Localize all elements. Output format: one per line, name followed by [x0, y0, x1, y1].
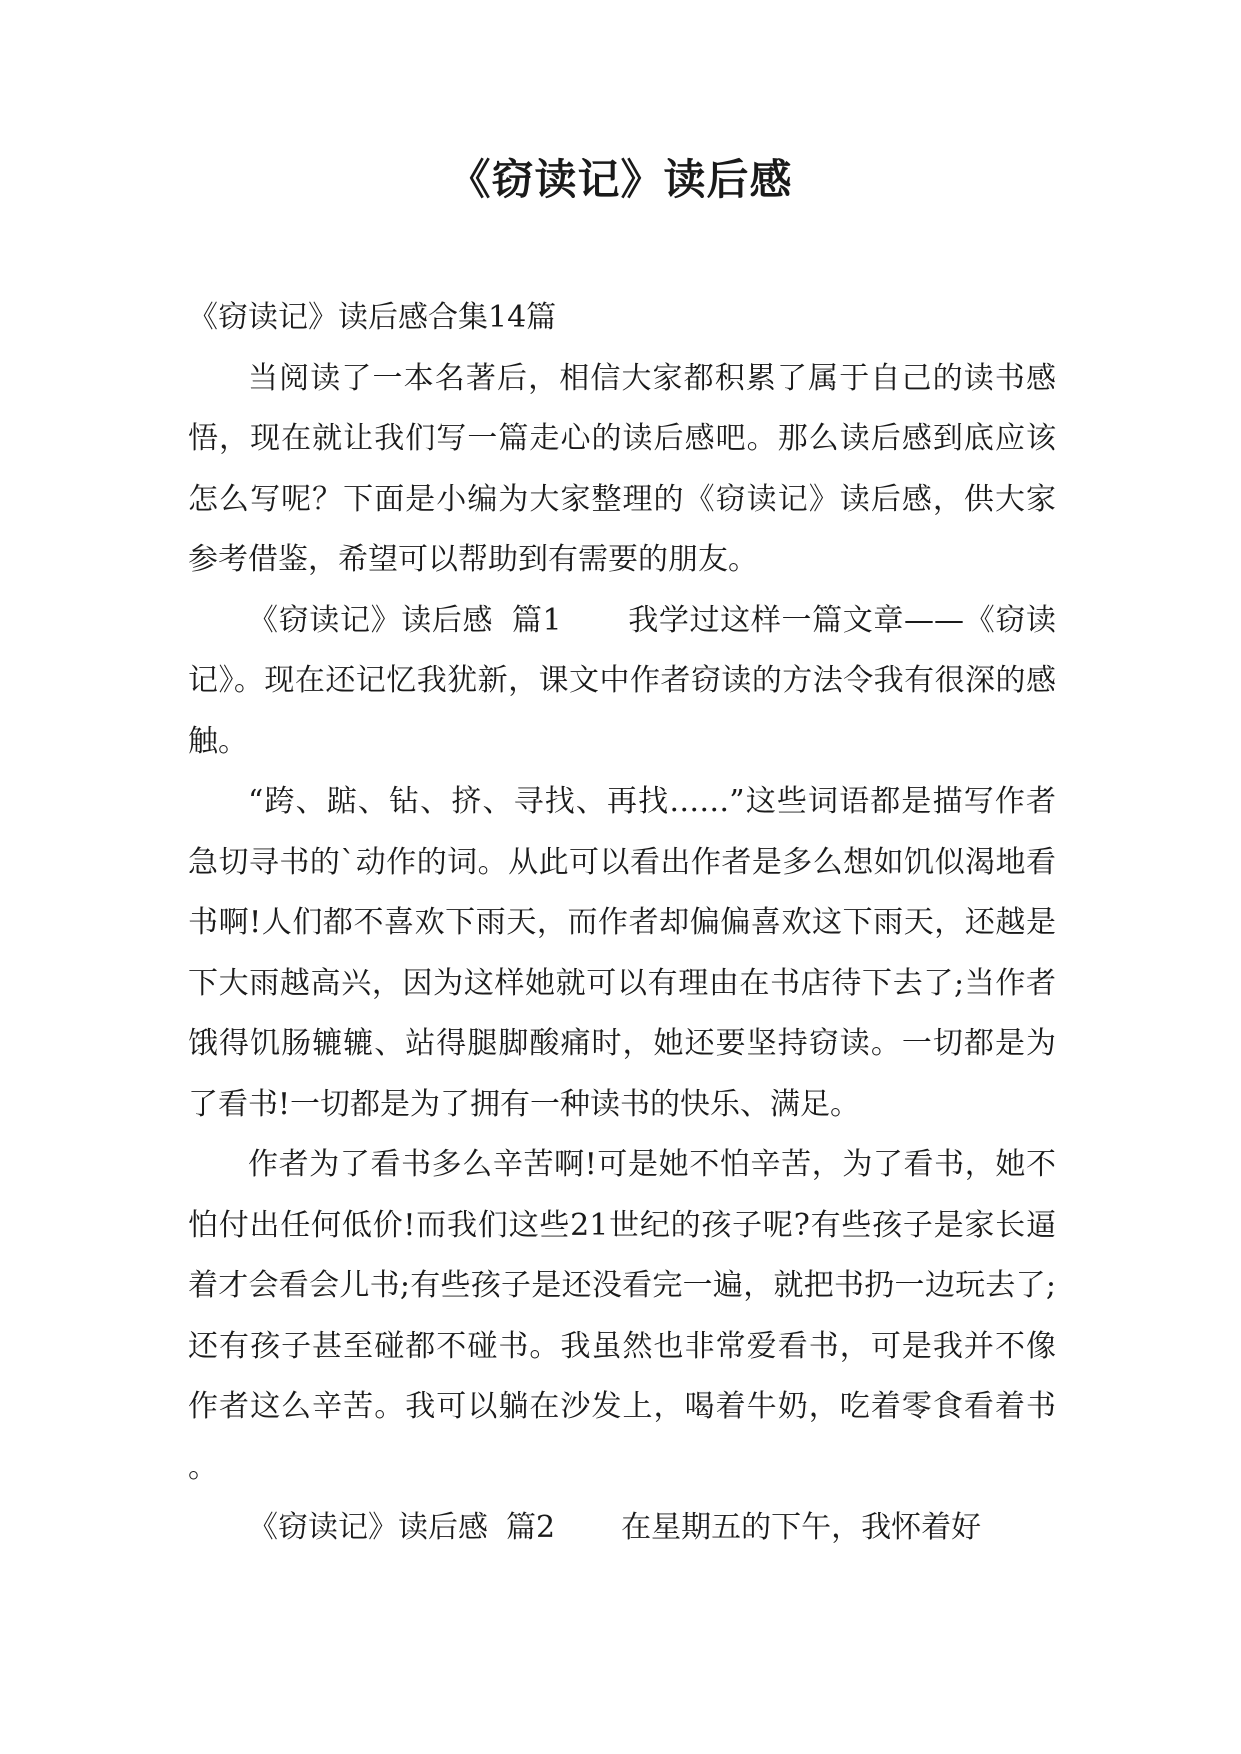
document-body: [188, 288, 1056, 1559]
section-1-paragraph: [188, 591, 1056, 773]
body-paragraph-2: “跨、踮、钻、挤、寻找、再找……”这些词语都是描写作者急切寻书的`动作的词。从此可以看出作者是多么想如饥似渴地看书啊!人们都不喜欢下雨天，而作者却偏偏喜欢这下雨天，还越是下大雨越高兴，因为这样她就可以有理由在书店待下去了;当作者饿得饥肠辘辘、站得腿脚酸痛时，她还要坚持窃读。一切都是为了看书!一切都是为了拥有一种读书的快乐、满足。: [188, 784, 1056, 1122]
document-title: 《窃读记》读后感: [448, 155, 793, 204]
section-1-lead-text: 我学过这样一篇文章——《窃读记》。现在还记忆我犹新，课文中作者窃读的方法令我有很深的感触。: [188, 602, 1057, 759]
section-2-lead-text: 在星期五的下午，我怀着好: [621, 1510, 982, 1545]
intro-paragraph: 当阅读了一本名著后，相信大家都积累了属于自己的读书感悟，现在就让我们写一篇走心的读后感吧。那么读后感到底应该怎么写呢？下面是小编为大家整理的《窃读记》读后感，供大家参考借鉴，希望可以帮助到有需要的朋友。: [188, 360, 1056, 577]
section-2-heading-number: 篇2: [506, 1510, 556, 1545]
section-1-heading-number: 篇1: [511, 602, 562, 638]
section-2-heading-prefix: 《窃读记》读后感: [248, 1510, 488, 1545]
section-2-paragraph: [188, 1498, 1056, 1559]
section-1-heading-prefix: 《窃读记》读后感: [248, 602, 494, 638]
document-subtitle: 《窃读记》读后感合集14篇: [188, 300, 557, 335]
body-paragraph-3: 作者为了看书多么辛苦啊!可是她不怕辛苦，为了看书，她不怕付出任何低价!而我们这些21世纪的孩子呢?有些孩子是家长逼着才会看会儿书;有些孩子是还没看完一遍，就把书扔一边玩去了;还有孩子甚至碰都不碰书。我虽然也非常爱看书，可是我并不像作者这么辛苦。我可以躺在沙发上，喝着牛奶，吃着零食看着书。: [188, 1147, 1056, 1485]
